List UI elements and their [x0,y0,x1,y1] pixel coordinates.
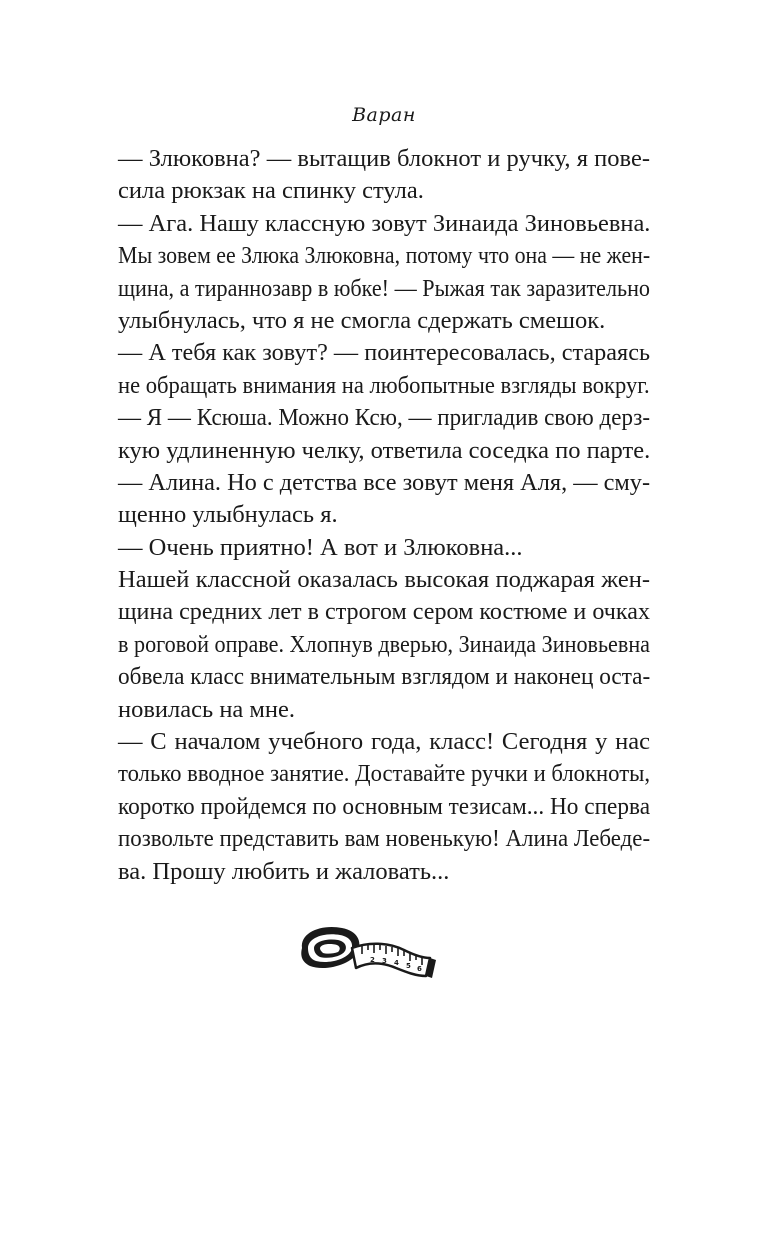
measuring-tape-icon [296,918,440,982]
text-line: только вводное занятие. Доставайте ручки и блокноты, [118,760,650,788]
text-line: не обращать внимания на любопытные взгляды вокруг. [118,371,650,399]
text-line: обвела класс внимательным взглядом и наконец оста- [118,663,651,691]
running-head: Варан [352,104,416,126]
text-line: в роговой оправе. Хлопнув дверью, Зинаида Зиновьевна [118,630,650,658]
body-text [118,143,650,888]
text-line: щина, а тираннозавр в юбке! — Рыжая так заразительно [118,274,650,302]
text-line: — Ага. Нашу классную зовут Зинаида Зиновьевна. [118,209,651,237]
text-line: — Злюковна? — вытащив блокнот и ручку, я пове- [118,145,650,172]
text-line: — С началом учебного года, класс! Сегодня у нас [118,728,650,756]
svg-text:6: 6 [417,965,422,973]
text-line: — Очень приятно! А вот и Злюковна... [118,533,523,561]
text-line: щенно улыбнулась я. [118,501,338,529]
svg-text:2: 2 [370,956,375,964]
svg-text:5: 5 [406,962,411,970]
text-line: Мы зовем ее Злюка Злюковна, потому что она — не жен- [118,242,651,270]
text-line: позвольте представить вам новенькую! Алина Лебеде- [118,825,651,853]
text-line: новилась на мне. [118,695,296,723]
text-line: кую удлиненную челку, ответила соседка по парте. [118,436,651,464]
text-line: ва. Прошу любить и жаловать... [118,857,450,885]
text-line: щина средних лет в строгом сером костюме и очках [118,598,650,626]
text-line: — А тебя как зовут? — поинтересовалась, стараясь [118,339,650,367]
text-line: Нашей классной оказалась высокая поджарая жен- [118,566,650,594]
svg-text:4: 4 [394,959,399,967]
svg-text:3: 3 [382,957,387,965]
text-line: сила рюкзак на спинку стула. [118,177,424,205]
text-line: — Алина. Но с детства все зовут меня Аля, — сму- [118,468,651,496]
text-line: улыбнулась, что я не смогла сдержать смешок. [118,306,606,334]
text-line: — Я — Ксюша. Можно Ксю, — пригладив свою дерз- [118,404,650,432]
text-line: коротко пройдемся по основным тезисам... Но сперва [118,792,651,820]
